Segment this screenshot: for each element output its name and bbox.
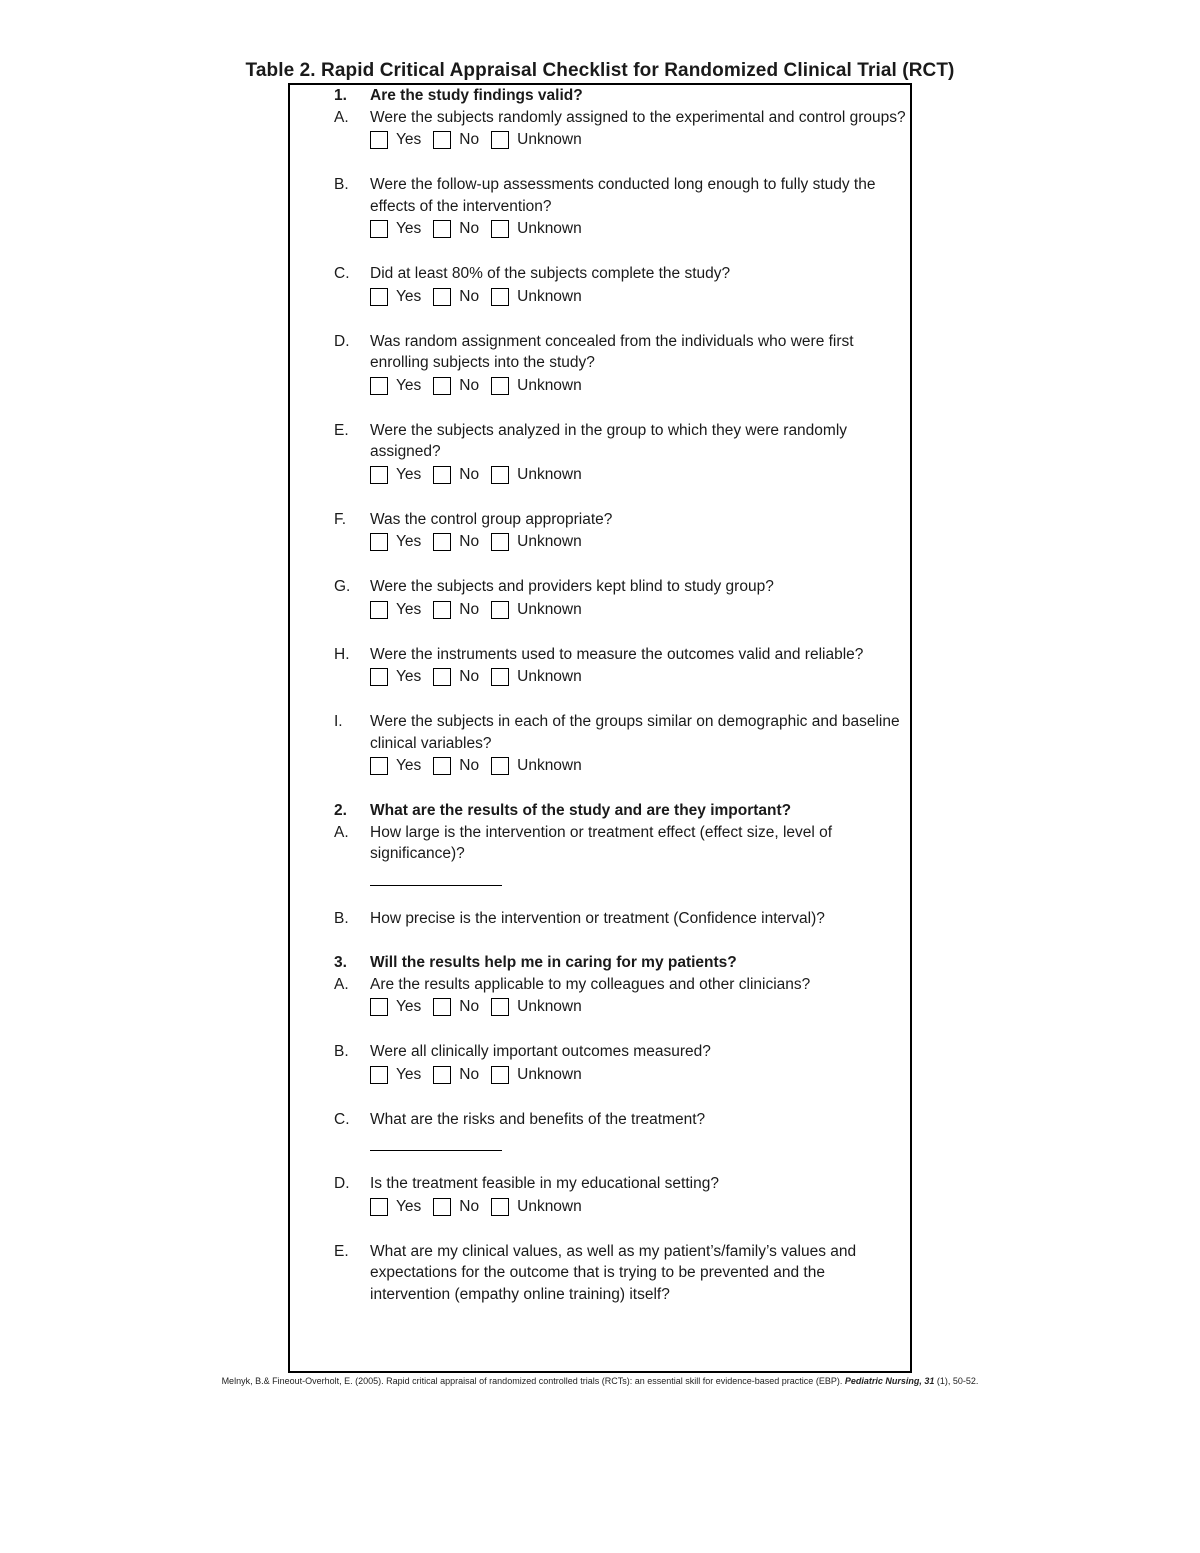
option-no[interactable] [433, 666, 479, 688]
unknown-checkbox[interactable] [491, 377, 509, 395]
yes-label: Yes [396, 998, 422, 1016]
option-yes[interactable] [370, 666, 421, 688]
checklist-item [334, 576, 909, 622]
no-checkbox[interactable] [433, 601, 451, 619]
answer-options [370, 1063, 909, 1087]
option-yes[interactable] [370, 286, 421, 308]
question-text: Were all clinically important outcomes measured? [370, 1043, 711, 1060]
no-label: No [459, 600, 480, 618]
yes-checkbox[interactable] [370, 220, 388, 238]
answer-options [370, 285, 909, 309]
section-number: 2. [334, 802, 347, 819]
no-checkbox[interactable] [433, 377, 451, 395]
yes-label: Yes [396, 287, 422, 305]
option-no[interactable] [433, 375, 479, 397]
option-yes[interactable] [370, 1196, 421, 1218]
no-label: No [459, 465, 480, 483]
option-no[interactable] [433, 531, 479, 553]
option-yes[interactable] [370, 755, 421, 777]
question-letter: E. [334, 421, 349, 439]
question-row [334, 174, 909, 217]
citation-tail: (1), 50-52. [936, 1376, 979, 1386]
unknown-label: Unknown [517, 220, 582, 238]
yes-label: Yes [396, 668, 422, 686]
yes-checkbox[interactable] [370, 288, 388, 306]
option-unknown[interactable] [491, 666, 582, 688]
unknown-label: Unknown [517, 668, 582, 686]
no-label: No [459, 287, 480, 305]
unknown-checkbox[interactable] [491, 220, 509, 238]
yes-label: Yes [396, 533, 422, 551]
no-checkbox[interactable] [433, 466, 451, 484]
checklist-content [334, 85, 909, 1305]
answer-options [370, 754, 909, 778]
option-no[interactable] [433, 755, 479, 777]
question-text: How precise is the intervention or treatment (Confidence interval)? [370, 909, 825, 927]
unknown-label: Unknown [517, 131, 582, 149]
option-no[interactable] [433, 286, 479, 308]
option-unknown[interactable] [491, 1064, 582, 1086]
answer-options [370, 1195, 909, 1219]
no-label: No [459, 376, 480, 394]
checklist-item [334, 263, 909, 309]
question-letter: E. [334, 1242, 349, 1260]
section-title: Will the results help me in caring for my patients? [370, 954, 737, 971]
checklist-item [334, 1241, 909, 1306]
option-unknown[interactable] [491, 218, 582, 240]
question-text: Were the subjects and providers kept blind to study group? [370, 578, 774, 595]
unknown-label: Unknown [517, 376, 582, 394]
question-letter: C. [334, 265, 350, 282]
yes-checkbox[interactable] [370, 1198, 388, 1216]
option-unknown[interactable] [491, 599, 582, 621]
unknown-label: Unknown [517, 757, 582, 775]
unknown-checkbox[interactable] [491, 1198, 509, 1216]
yes-label: Yes [396, 376, 422, 394]
no-label: No [459, 998, 480, 1016]
checklist-item [334, 711, 909, 778]
question-letter: D. [334, 1175, 350, 1192]
answer-options [370, 530, 909, 554]
question-letter: H. [334, 645, 350, 663]
checklist-item [334, 974, 909, 1020]
unknown-checkbox[interactable] [491, 466, 509, 484]
question-row [334, 974, 909, 996]
question-row [334, 576, 909, 598]
no-checkbox[interactable] [433, 220, 451, 238]
question-row [334, 331, 909, 374]
no-checkbox[interactable] [433, 757, 451, 775]
answer-options [370, 995, 909, 1019]
question-letter: A. [334, 975, 349, 993]
question-row [334, 263, 909, 285]
checklist-item [334, 509, 909, 555]
no-checkbox[interactable] [433, 668, 451, 686]
question-row [334, 1041, 909, 1063]
section-number: 1. [334, 87, 347, 104]
question-row [334, 1241, 909, 1306]
unknown-label: Unknown [517, 1197, 582, 1215]
citation-journal: Pediatric Nursing, 31 [844, 1376, 935, 1386]
yes-label: Yes [396, 220, 422, 238]
question-letter: C. [334, 1110, 350, 1128]
question-text: Was the control group appropriate? [370, 510, 613, 528]
question-text: Was random assignment concealed from the individuals who were first enrolling subjects into the study? [370, 332, 854, 371]
option-no[interactable] [433, 599, 479, 621]
yes-checkbox[interactable] [370, 533, 388, 551]
page-title: Table 2. Rapid Critical Appraisal Checklist for Randomized Clinical Trial (RCT) [245, 60, 955, 81]
checklist-item [334, 174, 909, 241]
answer-options [370, 374, 909, 398]
no-label: No [459, 220, 480, 238]
option-yes[interactable] [370, 599, 421, 621]
option-no[interactable] [433, 1196, 479, 1218]
unknown-checkbox[interactable] [491, 998, 509, 1016]
option-unknown[interactable] [491, 996, 582, 1018]
citation-text: Melnyk, B.& Fineout-Overholt, E. (2005). Rapid critical appraisal of randomized controlled trials (RCTs): an essential skill for evidence-based practice (EBP). [221, 1376, 843, 1386]
checklist-item [334, 1041, 909, 1087]
section-heading [334, 800, 909, 822]
question-text: Were the subjects analyzed in the group to which they were randomly assigned? [370, 421, 848, 460]
section-title: What are the results of the study and are they important? [370, 802, 792, 819]
question-text: Were the instruments used to measure the outcomes valid and reliable? [370, 645, 864, 663]
no-checkbox[interactable] [433, 1066, 451, 1084]
answer-line[interactable] [370, 1130, 502, 1151]
no-label: No [459, 1197, 480, 1215]
yes-label: Yes [396, 131, 422, 149]
yes-label: Yes [396, 757, 422, 775]
question-text: What are the risks and benefits of the treatment? [370, 1110, 706, 1128]
question-text: Did at least 80% of the subjects complete the study? [370, 265, 731, 282]
no-checkbox[interactable] [433, 1198, 451, 1216]
option-yes[interactable] [370, 375, 421, 397]
question-text: Is the treatment feasible in my educational setting? [370, 1175, 719, 1192]
no-checkbox[interactable] [433, 533, 451, 551]
section-heading [334, 952, 909, 974]
question-letter: B. [334, 1043, 349, 1060]
question-row [334, 1173, 909, 1195]
option-yes[interactable] [370, 464, 421, 486]
answer-options [370, 128, 909, 152]
section-number: 3. [334, 954, 347, 971]
option-unknown[interactable] [491, 755, 582, 777]
option-no[interactable] [433, 464, 479, 486]
no-checkbox[interactable] [433, 998, 451, 1016]
checklist-item [334, 1109, 909, 1152]
question-row [334, 822, 909, 865]
answer-options [370, 217, 909, 241]
question-letter: B. [334, 176, 349, 193]
yes-label: Yes [396, 1197, 422, 1215]
question-text: What are my clinical values, as well as my patient’s/family’s values and expectations for the outcome that is trying to be prevented and the intervention (empathy online training) itself? [370, 1242, 857, 1303]
option-yes[interactable] [370, 129, 421, 151]
yes-label: Yes [396, 600, 422, 618]
question-row [334, 908, 909, 930]
no-label: No [459, 757, 480, 775]
question-text: Were the follow-up assessments conducted long enough to fully study the effects of the intervention? [370, 176, 876, 215]
unknown-checkbox[interactable] [491, 533, 509, 551]
unknown-checkbox[interactable] [491, 131, 509, 149]
yes-label: Yes [396, 1065, 422, 1083]
question-row [334, 107, 909, 129]
yes-checkbox[interactable] [370, 377, 388, 395]
unknown-label: Unknown [517, 533, 582, 551]
option-unknown[interactable] [491, 531, 582, 553]
question-row [334, 644, 909, 666]
option-unknown[interactable] [491, 286, 582, 308]
no-label: No [459, 131, 480, 149]
yes-checkbox[interactable] [370, 466, 388, 484]
section-heading [334, 85, 909, 107]
checklist-item [334, 822, 909, 886]
option-no[interactable] [433, 1064, 479, 1086]
unknown-label: Unknown [517, 1065, 582, 1083]
question-letter: A. [334, 823, 349, 841]
option-yes[interactable] [370, 996, 421, 1018]
no-label: No [459, 1065, 480, 1083]
checklist-item [334, 420, 909, 487]
unknown-checkbox[interactable] [491, 288, 509, 306]
unknown-checkbox[interactable] [491, 757, 509, 775]
no-label: No [459, 668, 480, 686]
option-yes[interactable] [370, 1064, 421, 1086]
unknown-label: Unknown [517, 600, 582, 618]
yes-checkbox[interactable] [370, 601, 388, 619]
unknown-label: Unknown [517, 287, 582, 305]
yes-label: Yes [396, 465, 422, 483]
checklist-item [334, 107, 909, 153]
citation-footer [0, 1376, 1200, 1386]
question-text: Were the subjects in each of the groups similar on demographic and baseline clinical variables? [370, 713, 900, 752]
question-row [334, 420, 909, 463]
question-letter: I. [334, 713, 343, 730]
option-no[interactable] [433, 129, 479, 151]
option-unknown[interactable] [491, 129, 582, 151]
unknown-label: Unknown [517, 465, 582, 483]
answer-line[interactable] [370, 865, 502, 886]
question-text: How large is the intervention or treatment effect (effect size, level of significance)? [370, 823, 833, 862]
question-text: Were the subjects randomly assigned to the experimental and control groups? [370, 108, 906, 126]
unknown-checkbox[interactable] [491, 668, 509, 686]
yes-checkbox[interactable] [370, 131, 388, 149]
question-letter: F. [334, 510, 347, 528]
unknown-checkbox[interactable] [491, 601, 509, 619]
question-row [334, 1109, 909, 1131]
checklist-item [334, 644, 909, 690]
option-yes[interactable] [370, 218, 421, 240]
checklist-item [334, 908, 909, 930]
yes-checkbox[interactable] [370, 998, 388, 1016]
answer-options [370, 598, 909, 622]
question-row [334, 509, 909, 531]
question-text: Are the results applicable to my colleagues and other clinicians? [370, 975, 811, 993]
answer-options [370, 665, 909, 689]
answer-options [370, 463, 909, 487]
no-checkbox[interactable] [433, 131, 451, 149]
question-letter: D. [334, 332, 350, 350]
checklist-item [334, 331, 909, 398]
option-no[interactable] [433, 218, 479, 240]
question-letter: B. [334, 909, 349, 927]
question-row [334, 711, 909, 754]
option-yes[interactable] [370, 531, 421, 553]
yes-checkbox[interactable] [370, 1066, 388, 1084]
no-checkbox[interactable] [433, 288, 451, 306]
section-title: Are the study findings valid? [370, 87, 583, 104]
question-letter: A. [334, 108, 349, 126]
unknown-label: Unknown [517, 998, 582, 1016]
option-unknown[interactable] [491, 375, 582, 397]
yes-checkbox[interactable] [370, 668, 388, 686]
no-label: No [459, 533, 480, 551]
checklist-item [334, 1173, 909, 1219]
option-no[interactable] [433, 996, 479, 1018]
unknown-checkbox[interactable] [491, 1066, 509, 1084]
question-letter: G. [334, 578, 351, 595]
option-unknown[interactable] [491, 1196, 582, 1218]
yes-checkbox[interactable] [370, 757, 388, 775]
option-unknown[interactable] [491, 464, 582, 486]
